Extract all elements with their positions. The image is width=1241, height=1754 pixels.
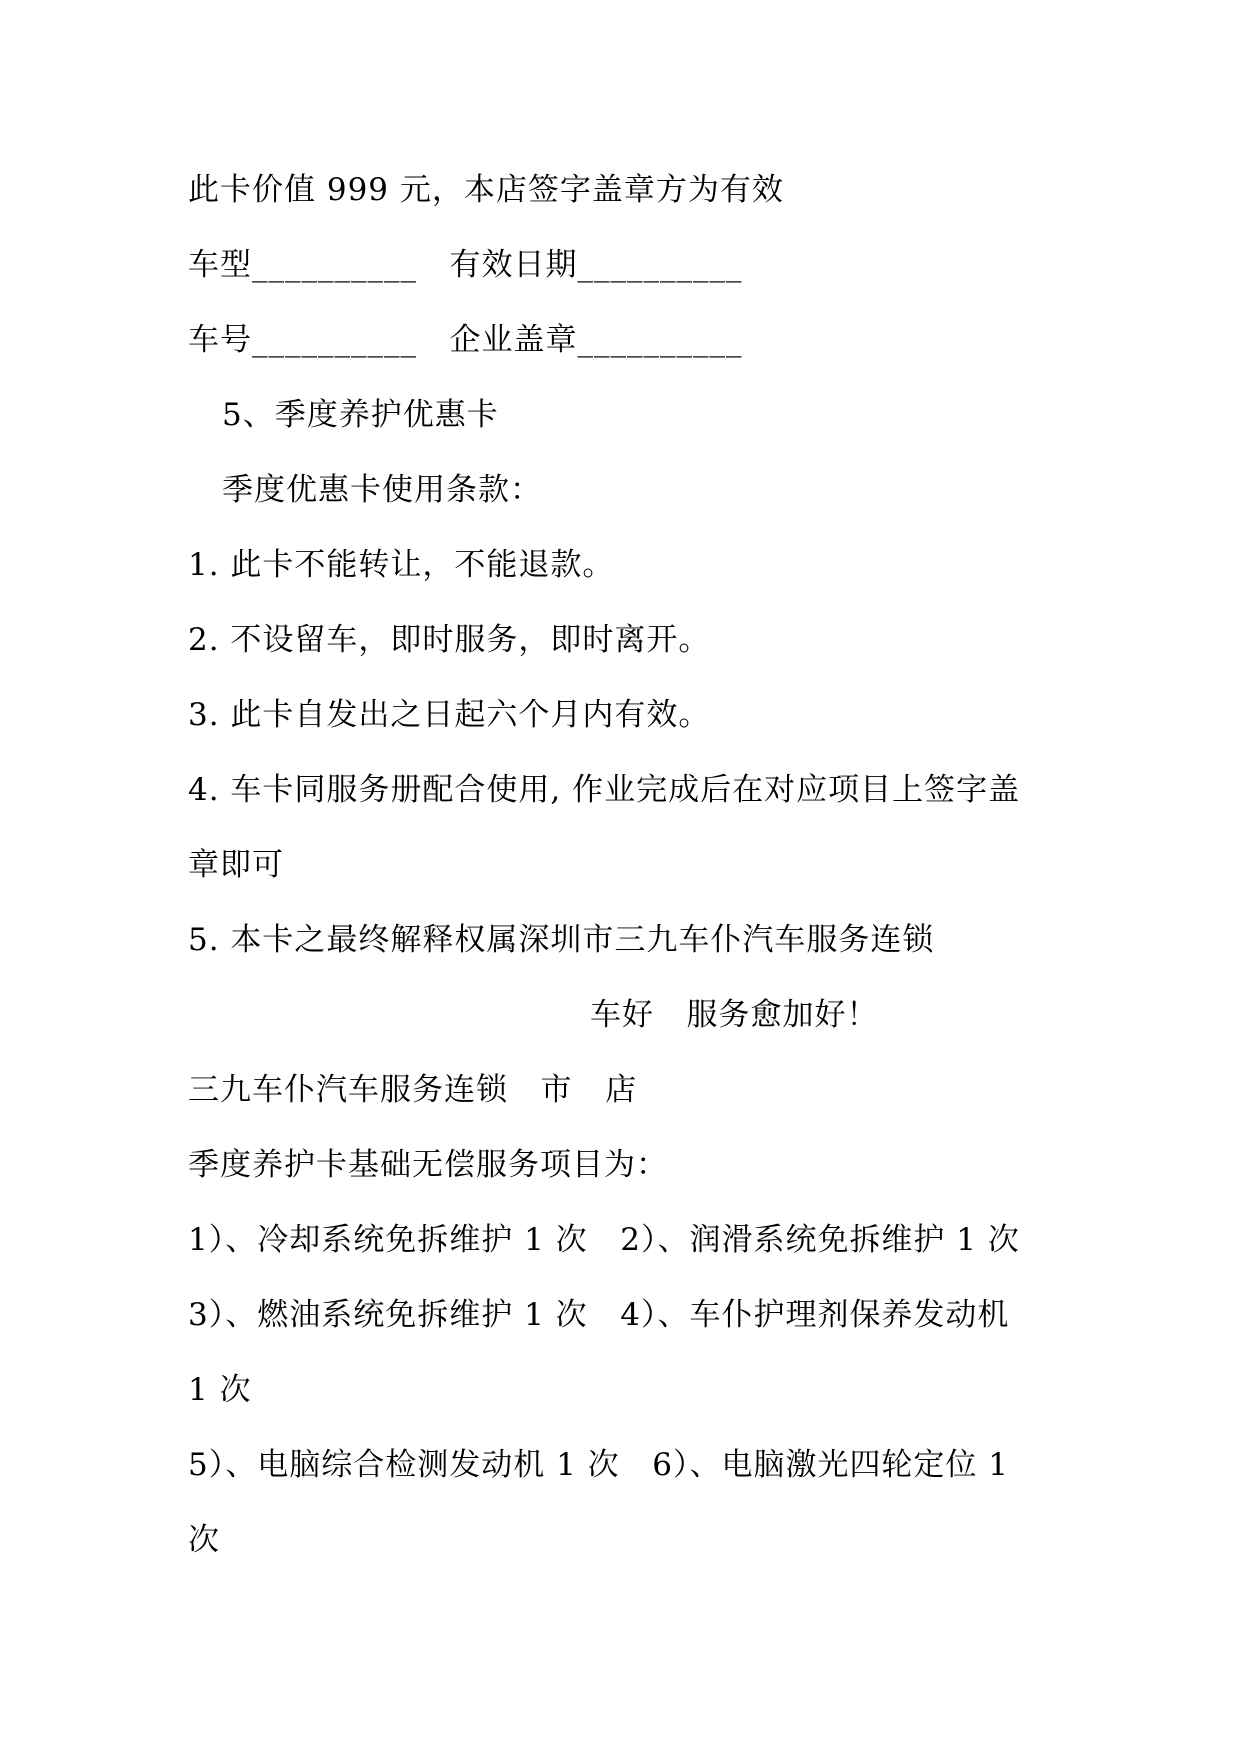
term-3: 3. 此卡自发出之日起六个月内有效。	[188, 697, 711, 733]
service-item-4-continued: 1 次	[188, 1372, 252, 1408]
plate-seal-line: 车号__________ 企业盖章__________	[188, 322, 743, 358]
card-value-line: 此卡价值 999 元，本店签字盖章方为有效	[188, 172, 784, 208]
service-item-6-continued: 次	[188, 1522, 220, 1558]
service-items-1-2: 1）、冷却系统免拆维护 1 次 2）、润滑系统免拆维护 1 次	[188, 1222, 1020, 1258]
free-services-heading: 季度养护卡基础无偿服务项目为：	[188, 1147, 668, 1183]
term-4-continued: 章即可	[188, 847, 284, 883]
term-5: 5. 本卡之最终解释权属深圳市三九车仆汽车服务连锁	[188, 922, 935, 958]
section-heading: 5、季度养护优惠卡	[222, 397, 499, 433]
term-2: 2. 不设留车，即时服务，即时离开。	[188, 622, 711, 658]
terms-heading: 季度优惠卡使用条款：	[222, 472, 542, 508]
car-model-expiry-line: 车型__________ 有效日期__________	[188, 247, 743, 283]
store-name-line: 三九车仆汽车服务连锁 市 店	[188, 1072, 638, 1108]
term-1: 1. 此卡不能转让，不能退款。	[188, 547, 615, 583]
term-4: 4. 车卡同服务册配合使用, 作业完成后在对应项目上签字盖	[188, 772, 1021, 808]
service-items-5-6: 5）、电脑综合检测发动机 1 次 6）、电脑激光四轮定位 1	[188, 1447, 1010, 1483]
service-items-3-4: 3）、燃油系统免拆维护 1 次 4）、车仆护理剂保养发动机	[188, 1297, 1010, 1333]
slogan: 车好 服务愈加好！	[590, 997, 879, 1033]
